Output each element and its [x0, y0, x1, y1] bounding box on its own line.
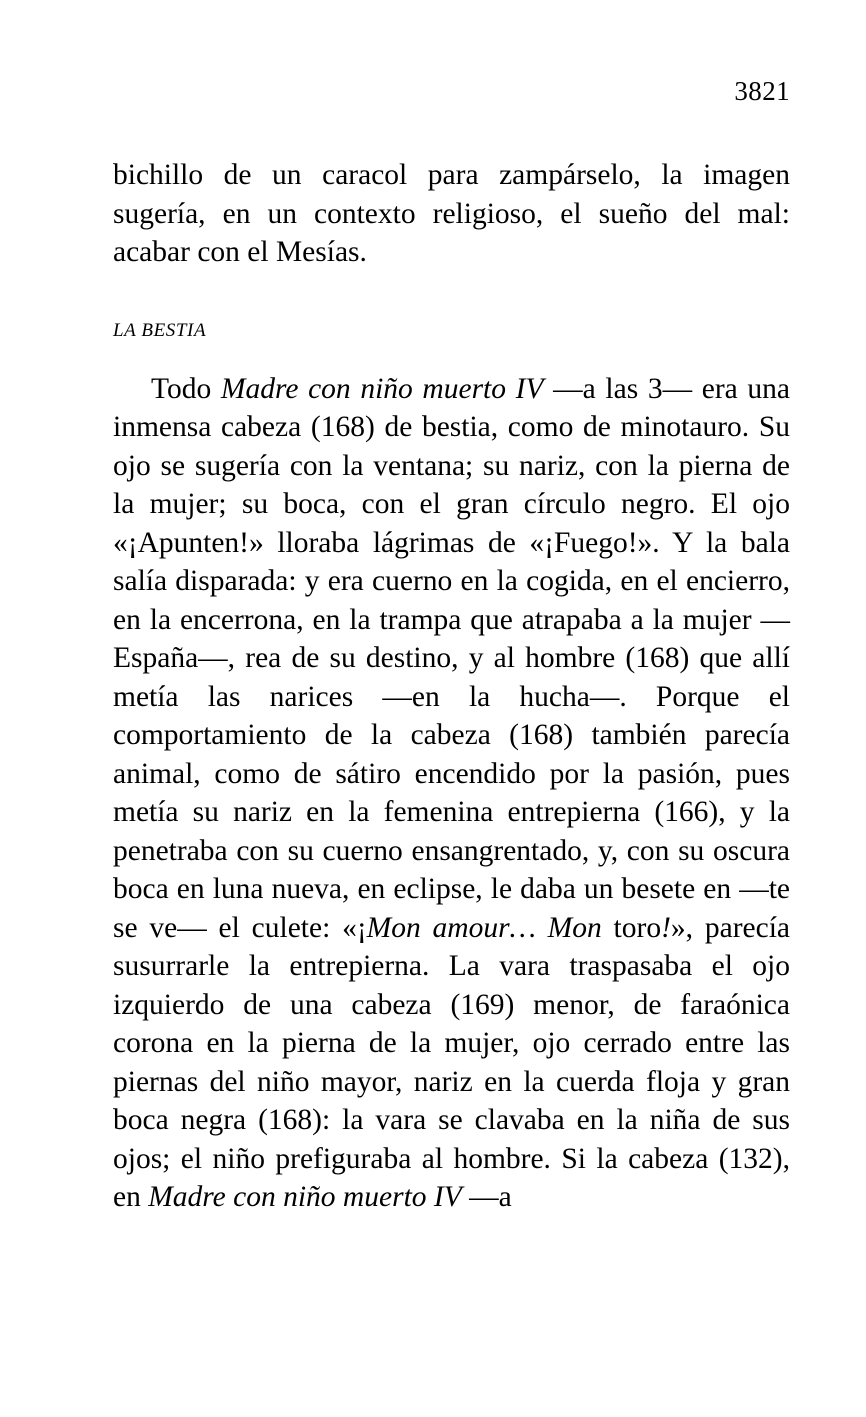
paragraph-body: [113, 370, 790, 1217]
body-text-part-3: », parecía susurrarle la entrepierna. La vara traspasaba el ojo izquierdo de una cabeza (169) menor, de faraónica corona en la pierna de la mujer, ojo cerrado entre las piernas del niño mayor, nariz en la cuerda floja y gran boca negra (168): la vara se clavaba en la niña de sus ojos; el niño prefiguraba al hombre. Si la cabeza (132), en: [113, 911, 790, 1213]
quote-ellipsis: …: [509, 911, 548, 944]
section-heading: LA BESTIA: [113, 319, 207, 341]
quote-exclamation: !: [661, 911, 671, 944]
quote-upright-toro: toro: [601, 911, 662, 944]
quote-italic-mon: Mon: [547, 911, 602, 944]
page-number: 3821: [734, 76, 790, 106]
text-column: [113, 156, 790, 1217]
body-text-part-4: —a: [461, 1181, 512, 1213]
body-text-part-1: Todo: [151, 372, 221, 405]
quote-italic-mon-amour: Mon amour: [366, 911, 510, 944]
work-title-first: Madre con niño muerto IV: [220, 372, 544, 405]
body-text-part-2: —a las 3— era una inmensa cabeza (168) de bestia, como de minotauro. Su ojo se sugería con la ventana; su nariz, con la pierna de la mujer; su boca, con el gran círculo negro. El ojo «¡Apunten!» lloraba lágrimas de «¡Fuego!». Y la bala salía disparada: y era cuerno en la cogida, en el encierro, en la encerrona, en la trampa que atrapaba a la mujer —España—, rea de su destino, y al hombre (168) que allí metía las narices —en la hucha—. Porque el comportamiento de la cabeza (168) también parecía animal, como de sátiro encendido por la pasión, pues metía su nariz en la femenina entrepierna (166), y la penetraba con su cuerno ensangrentado, y, con su oscura boca en luna nueva, en eclipse, le daba un besete en —te se ve— el culete: «¡: [113, 372, 791, 944]
work-title-second: Madre con niño muerto IV: [148, 1181, 462, 1213]
paragraph-continued: bichillo de un caracol para zampárselo, la imagen sugería, en un contexto religioso, el sueño del mal: acabar con el Mesías.: [113, 159, 790, 268]
spacer-above-heading: [113, 272, 790, 321]
spacer-below-heading: [113, 340, 790, 370]
